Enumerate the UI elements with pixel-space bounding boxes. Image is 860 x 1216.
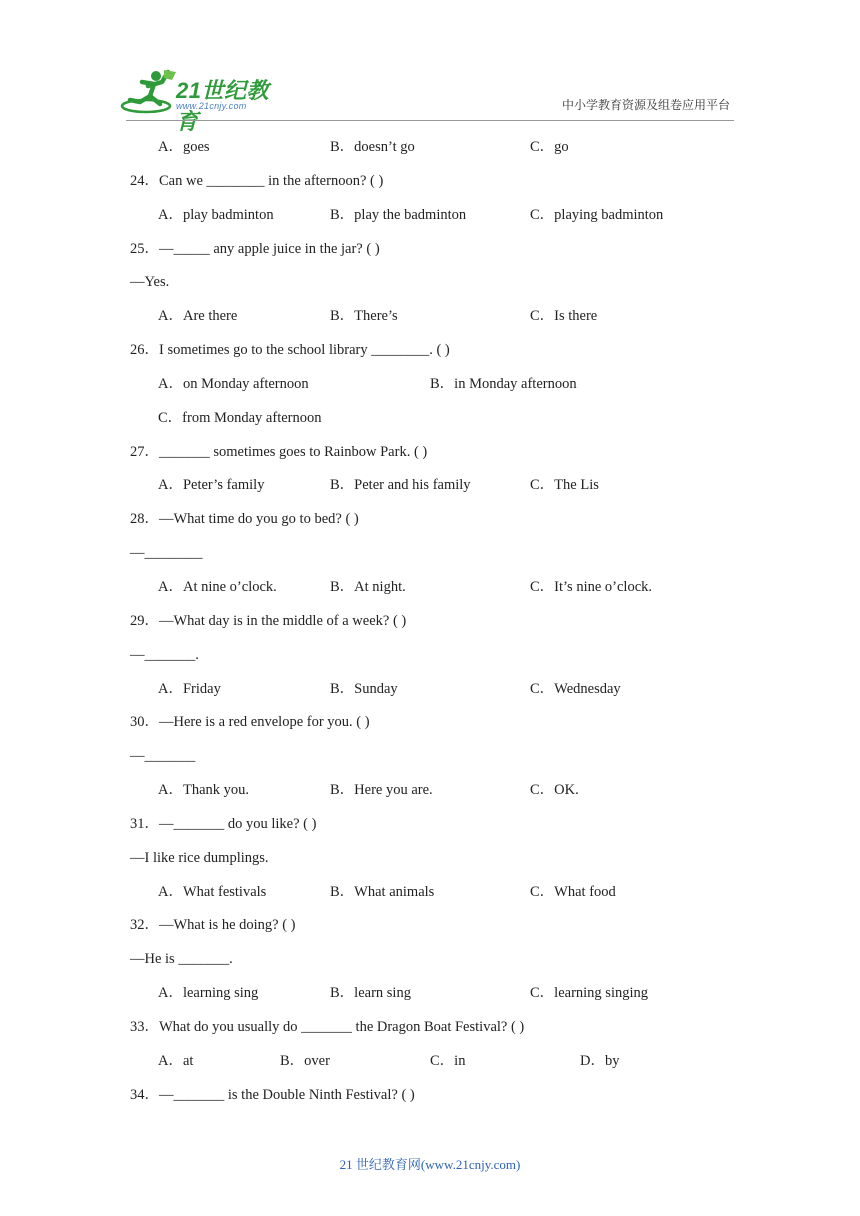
option-b: B．learn sing	[330, 985, 411, 1002]
answer-options	[130, 774, 750, 808]
question-line: —He is _______.	[130, 951, 233, 968]
option-d: D．by	[580, 1052, 620, 1069]
question-line: 25．—_____ any apple juice in the jar? ( )	[130, 240, 380, 257]
question-line: 33．What do you usually do _______ the Dragon Boat Festival? ( )	[130, 1018, 525, 1035]
option-a: A．Friday	[158, 680, 221, 697]
option-c: C．go	[530, 139, 569, 155]
page-header	[0, 0, 860, 134]
question-line: 34．—_______ is the Double Ninth Festival? ( )	[130, 1086, 415, 1103]
option-a: A．play badminton	[158, 206, 274, 223]
option-a: C．from Monday afternoon	[158, 409, 322, 426]
option-a: A．What festivals	[158, 883, 267, 900]
answer-options	[130, 673, 750, 707]
option-a: A．learning sing	[158, 985, 259, 1002]
option-a: A．Thank you.	[158, 782, 250, 799]
option-b: B．over	[280, 1052, 330, 1069]
option-b: B．What animals	[330, 883, 435, 900]
question-line: 26．I sometimes go to the school library ________. ( )	[130, 342, 450, 359]
option-a: A．on Monday afternoon	[158, 375, 309, 392]
question-list	[130, 131, 750, 1112]
option-c: C．The Lis	[530, 477, 599, 494]
runner-logo-icon	[120, 68, 178, 116]
option-b: B．Sunday	[330, 680, 398, 697]
option-c: C．OK.	[530, 782, 579, 799]
option-c: C．playing badminton	[530, 206, 664, 223]
question-line: 31．—_______ do you like? ( )	[130, 815, 317, 832]
question-line: 28．—What time do you go to bed? ( )	[130, 511, 359, 528]
question-line: 27．_______ sometimes goes to Rainbow Park. ( )	[130, 443, 428, 460]
header-divider	[126, 120, 734, 121]
question-line: —_______	[130, 748, 196, 765]
page-footer: 21 世纪教育网(www.21cnjy.com)	[339, 1157, 521, 1172]
question-line: 32．—What is he doing? ( )	[130, 917, 296, 934]
option-b: B．There’s	[330, 308, 398, 325]
question-line: 24．Can we ________ in the afternoon? ( )	[130, 172, 384, 189]
option-a: A．at	[158, 1052, 194, 1069]
option-c: C．Is there	[530, 308, 598, 325]
answer-options	[130, 571, 750, 605]
answer-options	[130, 469, 750, 503]
answer-options	[130, 1045, 750, 1079]
option-b: B．play the badminton	[330, 206, 467, 223]
question-line: 30．—Here is a red envelope for you. ( )	[130, 714, 370, 731]
option-a: A．goes	[158, 139, 210, 155]
answer-options	[130, 131, 750, 165]
logo-url: www.21cnjy.com	[176, 101, 247, 111]
question-line: 29．—What day is in the middle of a week? ( )	[130, 612, 407, 629]
question-line: —I like rice dumplings.	[130, 849, 269, 866]
option-c: C．Wednesday	[530, 680, 621, 697]
site-logo	[120, 68, 290, 134]
question-line: —_______.	[130, 646, 199, 663]
option-b: B．in Monday afternoon	[430, 375, 577, 392]
platform-tagline: 中小学教育资源及组卷应用平台	[561, 98, 730, 112]
option-b: B．Here you are.	[330, 782, 433, 799]
option-c: C．What food	[530, 883, 616, 900]
answer-options	[130, 977, 750, 1011]
option-b: B．At night.	[330, 578, 406, 595]
answer-options	[130, 199, 750, 233]
answer-options	[130, 876, 750, 910]
option-b: B．Peter and his family	[330, 477, 471, 494]
option-a: A．Are there	[158, 308, 238, 325]
question-line: —________	[130, 545, 203, 562]
option-a: A．At nine o’clock.	[158, 578, 277, 595]
option-b: B．doesn’t go	[330, 139, 415, 155]
option-c: C．learning singing	[530, 985, 649, 1002]
option-c: C．It’s nine o’clock.	[530, 578, 653, 595]
answer-options	[130, 368, 750, 402]
question-line: —Yes.	[130, 274, 170, 291]
answer-options	[130, 402, 750, 436]
option-a: A．Peter’s family	[158, 477, 265, 494]
logo-wordmark: 21世纪教育	[176, 78, 269, 134]
option-c: C．in	[430, 1052, 466, 1069]
answer-options	[130, 300, 750, 334]
